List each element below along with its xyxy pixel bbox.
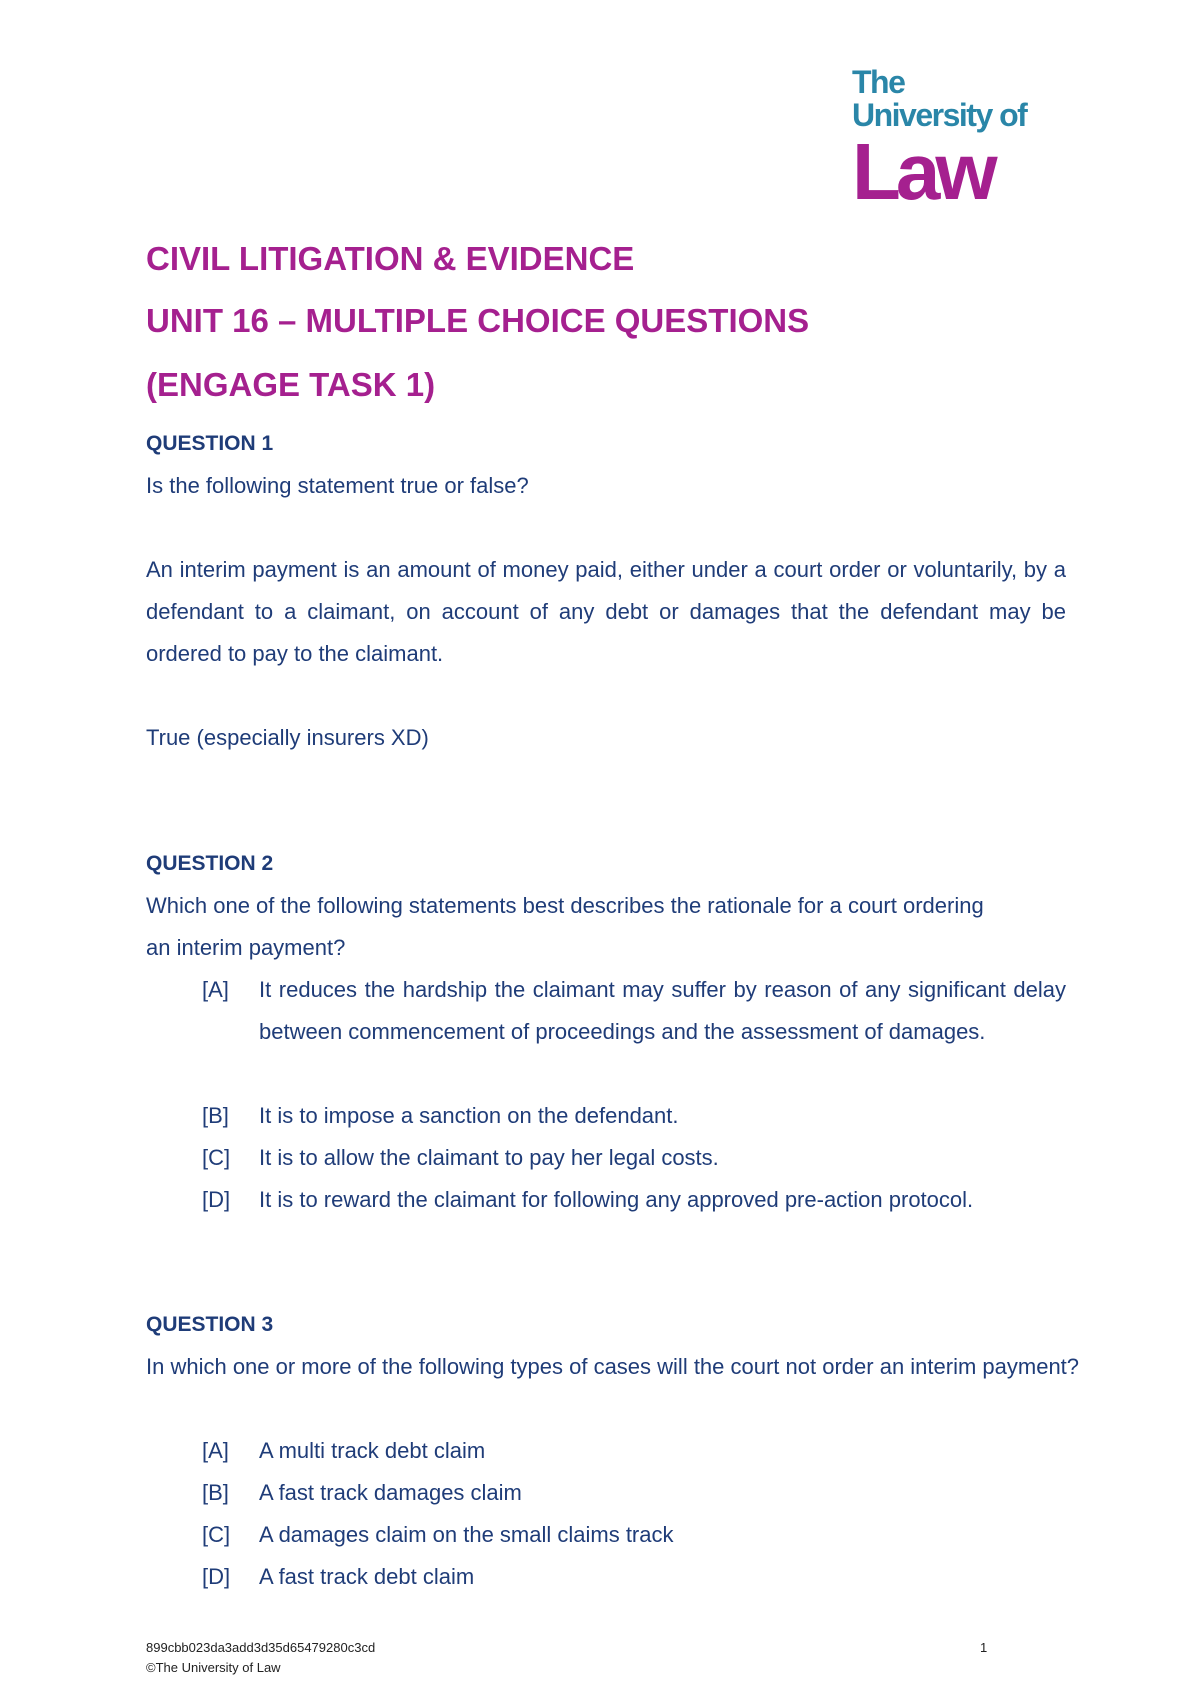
option-label: [D] xyxy=(202,1564,231,1589)
course-title: CIVIL LITIGATION & EVIDENCE xyxy=(146,240,635,277)
option-text: A fast track debt claim xyxy=(259,1564,475,1589)
option-text: It reduces the hardship the claimant may suffer by reason of any significant delay between commencement of proceedings and the assessment of damages. xyxy=(259,977,1066,1044)
option-text: A fast track damages claim xyxy=(259,1480,522,1505)
option-label: [B] xyxy=(202,1480,229,1505)
question-1-statement: An interim payment is an amount of money paid, either under a court order or voluntarily, by a defendant to a claimant, on account of any debt or damages that the defendant may be ordered to pay to the claimant. xyxy=(146,557,1066,666)
option-label: [C] xyxy=(202,1145,231,1170)
option-text: A damages claim on the small claims track xyxy=(259,1522,674,1547)
question-3-option-d xyxy=(146,1556,1066,1598)
option-label: [C] xyxy=(202,1522,231,1547)
question-2-prompt: Which one of the following statements best describes the rationale for a court ordering an interim payment? xyxy=(146,893,984,960)
question-3-option-b xyxy=(146,1472,1066,1514)
question-2-option-a xyxy=(146,969,1066,1053)
option-text: A multi track debt claim xyxy=(259,1438,486,1463)
question-1-prompt: Is the following statement true or false? xyxy=(146,473,529,498)
question-2-option-d xyxy=(146,1179,1066,1221)
question-3-option-c xyxy=(146,1514,1066,1556)
option-label: [A] xyxy=(202,1438,229,1463)
option-label: [A] xyxy=(202,977,229,1002)
option-text: It is to allow the claimant to pay her legal costs. xyxy=(259,1145,719,1170)
option-text: It is to reward the claimant for following any approved pre-action protocol. xyxy=(259,1187,974,1212)
university-logo xyxy=(852,64,1042,216)
task-title: (ENGAGE TASK 1) xyxy=(146,366,436,403)
footer-hash: 899cbb023da3add3d35d65479280c3cd xyxy=(146,1640,376,1655)
unit-title: UNIT 16 – MULTIPLE CHOICE QUESTIONS xyxy=(146,302,810,339)
question-3-heading: QUESTION 3 xyxy=(146,1313,274,1336)
footer-copyright: ©The University of Law xyxy=(146,1660,281,1675)
logo-line-the: The xyxy=(852,64,905,100)
question-3-prompt: In which one or more of the following types of cases will the court not order an interim payment? xyxy=(146,1354,1080,1379)
page-number: 1 xyxy=(980,1640,988,1655)
option-label: [B] xyxy=(202,1103,229,1128)
question-2-option-c xyxy=(146,1137,1066,1179)
option-text: It is to impose a sanction on the defendant. xyxy=(259,1103,679,1128)
question-2-heading: QUESTION 2 xyxy=(146,852,274,875)
question-1-heading: QUESTION 1 xyxy=(146,432,274,455)
option-label: [D] xyxy=(202,1187,231,1212)
logo-line-law: Law xyxy=(852,127,993,216)
question-3-option-a xyxy=(146,1430,1066,1472)
question-2-option-b xyxy=(146,1095,1066,1137)
logo-line-university: University of xyxy=(852,97,1027,133)
question-1-answer: True (especially insurers XD) xyxy=(146,725,429,750)
